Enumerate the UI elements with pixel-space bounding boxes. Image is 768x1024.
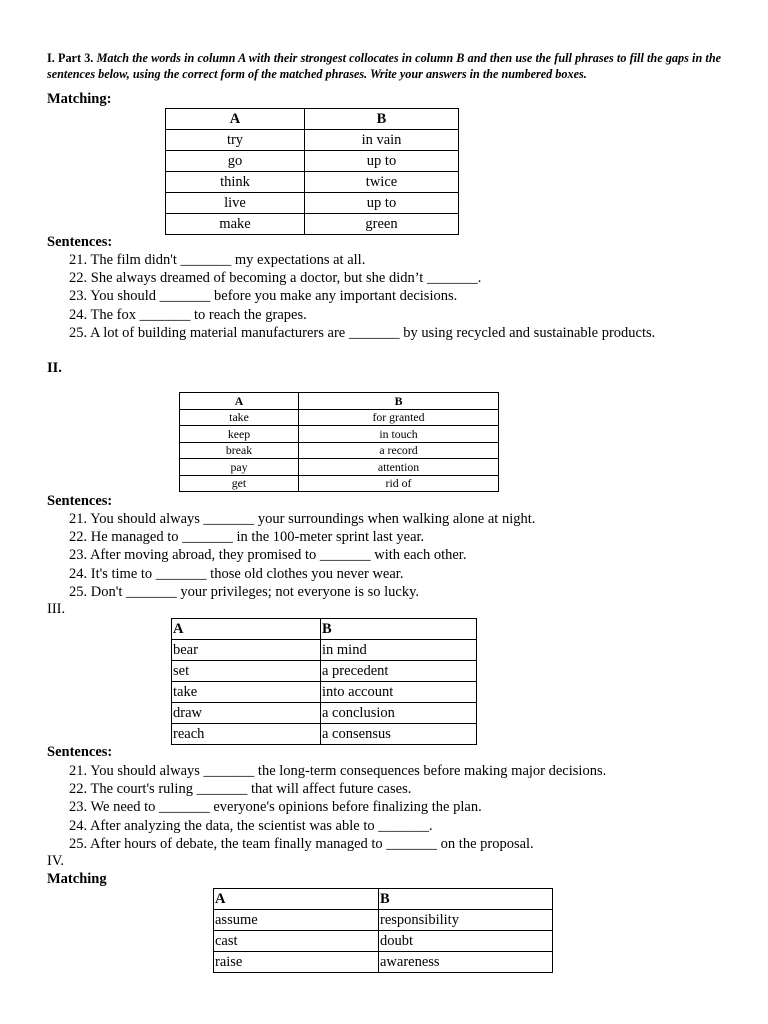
table-row [172, 724, 477, 745]
table-row [172, 661, 477, 682]
column-b-cell: into account [321, 682, 477, 703]
table-row [180, 475, 499, 492]
column-a-cell: try [166, 130, 305, 151]
sentence-list-2 [47, 510, 535, 601]
column-a-cell: break [180, 442, 299, 459]
column-b-cell: a consensus [321, 724, 477, 745]
column-b-cell: twice [305, 172, 459, 193]
list-item: 23. We need to _______ everyone's opinions before finalizing the plan. [69, 799, 482, 816]
column-a-cell: assume [214, 910, 379, 931]
column-a-cell: pay [180, 459, 299, 476]
section-iv-heading: IV. [47, 853, 65, 869]
matching-table-1 [165, 108, 459, 235]
column-a-cell: set [172, 661, 321, 682]
column-a-header: A [166, 109, 305, 130]
section-iii-heading: III. [47, 601, 66, 617]
sentences-heading: Sentences: [47, 493, 113, 509]
table-row [172, 682, 477, 703]
table-row [214, 931, 553, 952]
matching-heading: Matching [47, 871, 107, 887]
column-b-header: B [321, 619, 477, 640]
list-item: 24. It's time to _______ those old clothes you never wear. [69, 565, 404, 582]
table-row [172, 640, 477, 661]
column-a-cell: get [180, 475, 299, 492]
part-instructions [47, 50, 721, 82]
column-b-cell: doubt [379, 931, 553, 952]
matching-table-4 [213, 888, 553, 973]
column-a-cell: go [166, 151, 305, 172]
column-b-cell: up to [305, 193, 459, 214]
list-item: 22. He managed to _______ in the 100-meter sprint last year. [69, 529, 425, 546]
list-item: 22. The court's ruling _______ that will affect future cases. [69, 781, 412, 798]
table-row [180, 442, 499, 459]
column-b-cell: green [305, 214, 459, 235]
part-label: I. Part 3. [47, 51, 94, 65]
table-row [180, 409, 499, 426]
list-item: 24. The fox _______ to reach the grapes. [69, 306, 307, 323]
sentence-list-3 [47, 762, 606, 853]
column-a-cell: keep [180, 426, 299, 443]
column-b-cell: a record [299, 442, 499, 459]
column-b-cell: a precedent [321, 661, 477, 682]
column-b-header: B [299, 393, 499, 410]
matching-table-3 [171, 618, 477, 745]
list-item: 25. A lot of building material manufacturers are _______ by using recycled and sustainable products. [69, 324, 656, 341]
table-header-row [166, 109, 459, 130]
list-item: 24. After analyzing the data, the scientist was able to _______. [69, 817, 433, 834]
sentences-heading: Sentences: [47, 234, 113, 250]
column-a-header: A [172, 619, 321, 640]
column-a-cell: take [180, 409, 299, 426]
column-b-cell: responsibility [379, 910, 553, 931]
table-row [214, 952, 553, 973]
list-item: 23. After moving abroad, they promised to _______ with each other. [69, 547, 467, 564]
table-header-row [214, 889, 553, 910]
column-b-cell: rid of [299, 475, 499, 492]
table-row [214, 910, 553, 931]
column-b-cell: attention [299, 459, 499, 476]
table-row [166, 172, 459, 193]
list-item: 25. After hours of debate, the team finally managed to _______ on the proposal. [69, 835, 534, 852]
list-item: 23. You should _______ before you make any important decisions. [69, 288, 458, 305]
table-row [180, 426, 499, 443]
column-b-cell: for granted [299, 409, 499, 426]
column-b-cell: in touch [299, 426, 499, 443]
table-row [166, 130, 459, 151]
table-row [166, 151, 459, 172]
table-row [172, 703, 477, 724]
column-a-cell: draw [172, 703, 321, 724]
column-a-cell: take [172, 682, 321, 703]
sentence-list-1 [47, 251, 655, 342]
column-a-cell: make [166, 214, 305, 235]
section-ii-heading: II. [47, 360, 62, 376]
matching-table-2 [179, 392, 499, 492]
list-item: 21. The film didn't _______ my expectations at all. [69, 252, 366, 268]
column-b-cell: awareness [379, 952, 553, 973]
column-b-header: B [379, 889, 553, 910]
column-b-cell: in mind [321, 640, 477, 661]
table-row [166, 214, 459, 235]
column-a-header: A [214, 889, 379, 910]
column-a-header: A [180, 393, 299, 410]
column-a-cell: bear [172, 640, 321, 661]
table-row [180, 459, 499, 476]
column-a-cell: cast [214, 931, 379, 952]
list-item: 22. She always dreamed of becoming a doctor, but she didn’t _______. [69, 270, 482, 287]
sentences-heading: Sentences: [47, 744, 113, 760]
list-item: 21. You should always _______ the long-term consequences before making major decisions. [69, 763, 607, 779]
list-item: 21. You should always _______ your surroundings when walking alone at night. [69, 511, 536, 527]
column-a-cell: live [166, 193, 305, 214]
table-row [166, 193, 459, 214]
column-a-cell: think [166, 172, 305, 193]
list-item: 25. Don't _______ your privileges; not everyone is so lucky. [69, 583, 420, 600]
instruction-text: Match the words in column A with their strongest collocates in column B and then use the full phrases to fill the gaps in the sentences below, using the correct form of the matched phrases. Write your answers in the numbered boxes. [47, 51, 722, 81]
column-b-cell: up to [305, 151, 459, 172]
column-a-cell: reach [172, 724, 321, 745]
column-b-cell: a conclusion [321, 703, 477, 724]
table-header-row [180, 393, 499, 410]
column-b-cell: in vain [305, 130, 459, 151]
column-b-header: B [305, 109, 459, 130]
table-header-row [172, 619, 477, 640]
matching-heading: Matching: [47, 91, 112, 107]
column-a-cell: raise [214, 952, 379, 973]
